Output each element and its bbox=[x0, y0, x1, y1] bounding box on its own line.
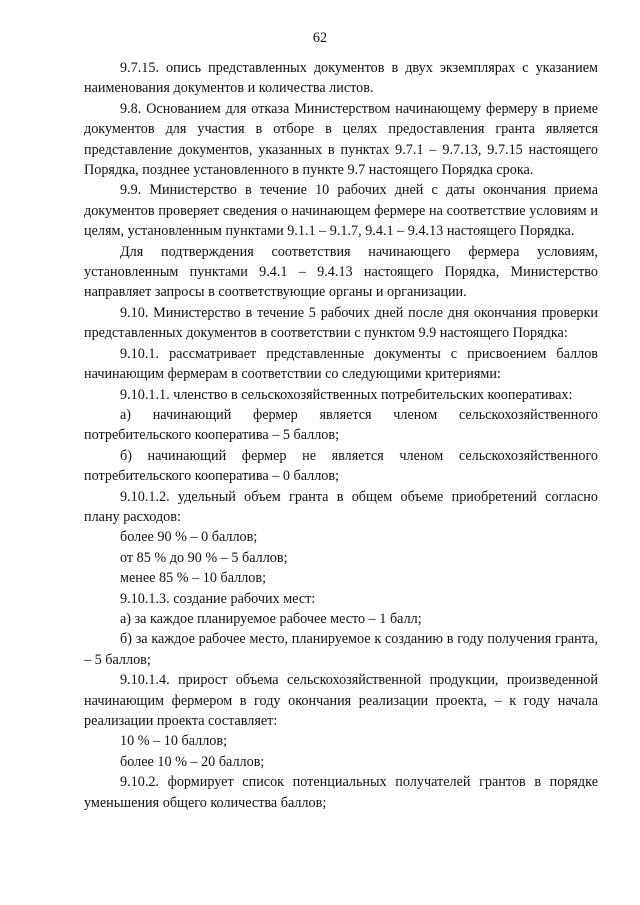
paragraph-9-8: 9.8. Основанием для отказа Министерством начинающему фермеру в приеме документов для участия в отборе в целях предоставления гранта является представление документов, указанных в пунктах 9.7.1 – 9.7.13, 9.7.15 настоящего Порядка, позднее установленного в пункте 9.7 настоящего Порядка срока. bbox=[84, 100, 598, 179]
document-body bbox=[84, 58, 598, 813]
paragraph-9-10-1-1: 9.10.1.1. членство в сельскохозяйственных потребительских кооперативах: bbox=[120, 386, 573, 403]
criterion-1-b: б) начинающий фермер не является членом сельскохозяйственного потребительского кооператива – 0 баллов; bbox=[84, 447, 598, 485]
criterion-4-10: 10 % – 10 баллов; bbox=[120, 733, 228, 750]
criterion-2-under-85: менее 85 % – 10 баллов; bbox=[120, 570, 267, 587]
paragraph-9-10-1-3: 9.10.1.3. создание рабочих мест: bbox=[120, 590, 316, 607]
paragraph-9-10-2: 9.10.2. формирует список потенциальных получателей грантов в порядке уменьшения общего количества баллов; bbox=[84, 774, 598, 811]
paragraph-9-9: 9.9. Министерство в течение 10 рабочих дней с даты окончания приема документов проверяет сведения о начинающем фермере на соответствие условиям и целям, установленным пунктами 9.1.1 – 9.1.7, 9.4.1 – 9.4.13 настоящего Порядка. bbox=[84, 182, 598, 240]
paragraph-9-10-1-2: 9.10.1.2. удельный объем гранта в общем объеме приобретений согласно плану расходов: bbox=[84, 488, 598, 525]
criterion-2-over-90: более 90 % – 0 баллов; bbox=[120, 529, 258, 546]
criterion-4-over-10: более 10 % – 20 баллов; bbox=[120, 753, 265, 770]
criterion-3-a: а) за каждое планируемое рабочее место – 1 балл; bbox=[120, 610, 422, 627]
paragraph-confirmation: Для подтверждения соответствия начинающего фермера условиям, установленным пунктами 9.4.1 – 9.4.13 настоящего Порядка, Министерство направляет запросы в соответствующие органы и организации. bbox=[84, 243, 598, 301]
criterion-1-a: а) начинающий фермер является членом сельскохозяйственного потребительского кооператива – 5 баллов; bbox=[84, 406, 598, 444]
paragraph-9-7-15: 9.7.15. опись представленных документов в двух экземплярах с указанием наименования документов и количества листов. bbox=[84, 60, 598, 97]
criterion-2-85-90: от 85 % до 90 % – 5 баллов; bbox=[120, 549, 288, 566]
paragraph-9-10-1-4: 9.10.1.4. прирост объема сельскохозяйственной продукции, произведенной начинающим фермером в году окончания реализации проекта, – к году начала реализации проекта составляет: bbox=[84, 672, 598, 729]
criterion-3-b: б) за каждое рабочее место, планируемое к созданию в году получения гранта, – 5 баллов; bbox=[84, 631, 598, 668]
paragraph-9-10: 9.10. Министерство в течение 5 рабочих дней после дня окончания проверки представленных документов в соответствии с пунктом 9.9 настоящего Порядка: bbox=[84, 304, 598, 342]
paragraph-9-10-1: 9.10.1. рассматривает представленные документы с присвоением баллов начинающим фермерам в соответствии со следующими критериями: bbox=[84, 345, 598, 383]
page-number: 62 bbox=[312, 30, 328, 46]
